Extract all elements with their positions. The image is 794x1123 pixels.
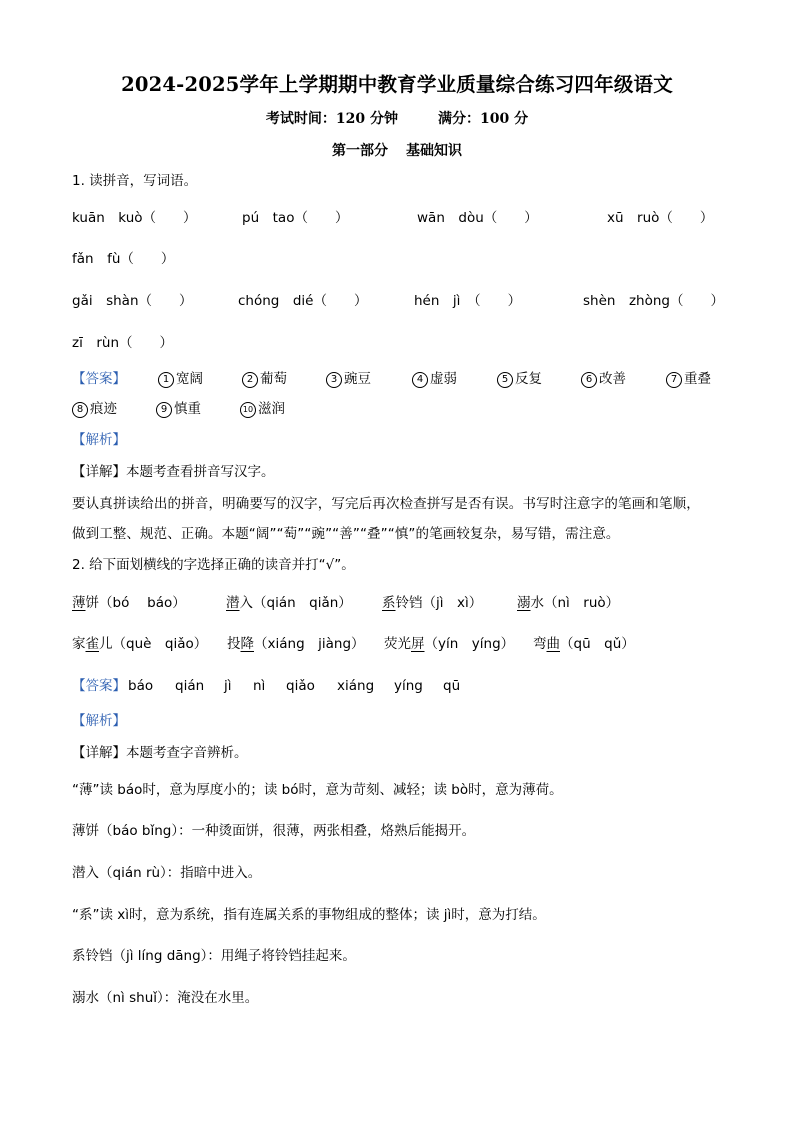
answer-number: 8 [72, 402, 88, 418]
pinyin-item: kuān kuò（ ） [72, 210, 197, 226]
reading-item [382, 594, 482, 612]
detail-label: 【详解】 [72, 464, 126, 480]
reading-options: （qū qǔ） [560, 636, 635, 652]
answer-reading: qiǎo [286, 678, 315, 694]
underlined-char: 降 [240, 636, 254, 652]
answer-reading: xiáng [337, 678, 375, 694]
answer-number: 1 [158, 372, 174, 388]
answer-word: 慎重 [174, 401, 201, 417]
underlined-char: 潜 [226, 595, 240, 611]
reading-options: （yín yíng） [424, 636, 515, 652]
answer-word: 葡萄 [260, 371, 287, 387]
answer-number: 5 [497, 372, 513, 388]
answer-item [326, 370, 371, 388]
explain-line: “薄”读 báo时，意为厚度小的；读 bó时，意为苛刻、减轻；读 bò时，意为薄荷。 [72, 782, 563, 798]
detail-label: 【详解】 [72, 745, 126, 761]
page-title: 2024-2025学年上学期期中教育学业质量综合练习四年级语文 [121, 73, 673, 96]
pinyin-item: shèn zhòng（ ） [583, 293, 724, 309]
reading-item [533, 635, 635, 653]
answer-word: 改善 [599, 371, 626, 387]
answer-number: 7 [666, 372, 682, 388]
detail-line [72, 463, 275, 481]
answer-number: 2 [242, 372, 258, 388]
answer-label: 【答案】 [72, 371, 126, 387]
reading-options: 饼（bó báo） [85, 595, 186, 611]
underlined-char: 溺 [517, 595, 531, 611]
answer-item [240, 400, 285, 418]
answer-number: 6 [581, 372, 597, 388]
exam-info [0, 108, 794, 128]
section-heading [0, 140, 794, 160]
answer-item [666, 370, 711, 388]
explain-line: 要认真拼读给出的拼音，明确要写的汉字，写完后再次检查拼写是否有误。书写时注意字的笔画和笔顺， [72, 496, 700, 512]
answer-word: 滋润 [258, 401, 285, 417]
pinyin-item: gǎi shàn（ ） [72, 293, 193, 309]
underlined-char: 曲 [546, 636, 560, 652]
answer-reading: jì [224, 678, 232, 694]
answer-reading: báo [128, 678, 154, 694]
answer-word: 虚弱 [430, 371, 457, 387]
answer-reading: yíng [394, 678, 423, 694]
underlined-char: 屏 [411, 636, 425, 652]
reading-options: 水（nì ruò） [530, 595, 620, 611]
detail-text: 本题考查看拼音写汉字。 [126, 464, 275, 480]
reading-options: 铃铛（jì xì） [395, 595, 483, 611]
reading-prefix: 投 [227, 636, 241, 652]
answer-number: 3 [326, 372, 342, 388]
explain-line: 做到工整、规范、正确。本题“阔”“萄”“豌”“善”“叠”“慎”的笔画较复杂，易写错，需注意。 [72, 526, 620, 542]
explain-line: 薄饼（báo bǐng）：一种烫面饼，很薄，两张相叠，烙熟后能揭开。 [72, 823, 476, 839]
reading-item [72, 594, 186, 612]
reading-item [384, 635, 514, 653]
pinyin-item: zī rùn（ ） [72, 335, 173, 351]
reading-options: 儿（què qiǎo） [99, 636, 208, 652]
answer-label: 【答案】 [72, 678, 126, 694]
answer-word: 豌豆 [344, 371, 371, 387]
reading-prefix: 弯 [533, 636, 547, 652]
answer-word: 重叠 [684, 371, 711, 387]
explain-line: 潜入（qián rù）：指暗中进入。 [72, 865, 262, 881]
analysis-label: 【解析】 [72, 432, 126, 448]
reading-item [517, 594, 619, 612]
reading-options: （xiáng jiàng） [254, 636, 365, 652]
answer-item [581, 370, 626, 388]
analysis-label: 【解析】 [72, 713, 126, 729]
detail-line [72, 744, 248, 762]
reading-item [227, 635, 365, 653]
pinyin-item: hén jì （ ） [414, 293, 522, 309]
answer-reading: qū [443, 678, 461, 694]
reading-item [72, 635, 207, 653]
pinyin-item: chóng dié（ ） [238, 293, 368, 309]
explain-line: “系”读 xì时，意为系统，指有连属关系的事物组成的整体；读 jì时，意为打结。 [72, 907, 546, 923]
answer-line [72, 677, 126, 695]
pinyin-item: fǎn fù（ ） [72, 251, 175, 267]
answer-word: 反复 [515, 371, 542, 387]
pinyin-item: pú tao（ ） [242, 210, 349, 226]
exam-score: 满分：100 分 [438, 111, 529, 127]
exam-time: 考试时间：120 分钟 [265, 111, 398, 127]
underlined-char: 系 [382, 595, 396, 611]
answer-item [412, 370, 457, 388]
reading-options: 入（qián qiǎn） [239, 595, 352, 611]
answer-word: 痕迹 [90, 401, 117, 417]
reading-prefix: 荧光 [384, 636, 411, 652]
underlined-char: 薄 [72, 595, 86, 611]
answer-item [72, 400, 117, 418]
question-2-stem: 2. 给下面划横线的字选择正确的读音并打“√”。 [72, 557, 355, 573]
answer-reading: nì [253, 678, 266, 694]
answer-item [242, 370, 287, 388]
underlined-char: 雀 [85, 636, 99, 652]
reading-item [226, 594, 352, 612]
answer-item [158, 370, 203, 388]
explain-line: 系铃铛（jì líng dāng）：用绳子将铃铛挂起来。 [72, 948, 356, 964]
answer-reading: qián [175, 678, 205, 694]
pinyin-item: wān dòu（ ） [417, 210, 538, 226]
section-number: 第一部分 [332, 143, 388, 159]
answer-word: 宽阔 [176, 371, 203, 387]
explain-line: 溺水（nì shuǐ）：淹没在水里。 [72, 990, 259, 1006]
answer-number: 4 [412, 372, 428, 388]
question-1-stem: 1. 读拼音，写词语。 [72, 173, 198, 189]
pinyin-item: xū ruò（ ） [607, 210, 714, 226]
answer-item [156, 400, 201, 418]
detail-text: 本题考查字音辨析。 [126, 745, 248, 761]
section-name: 基础知识 [406, 143, 462, 159]
answer-number: 9 [156, 402, 172, 418]
reading-prefix: 家 [72, 636, 86, 652]
answer-number: 10 [240, 402, 256, 418]
answer-item [497, 370, 542, 388]
